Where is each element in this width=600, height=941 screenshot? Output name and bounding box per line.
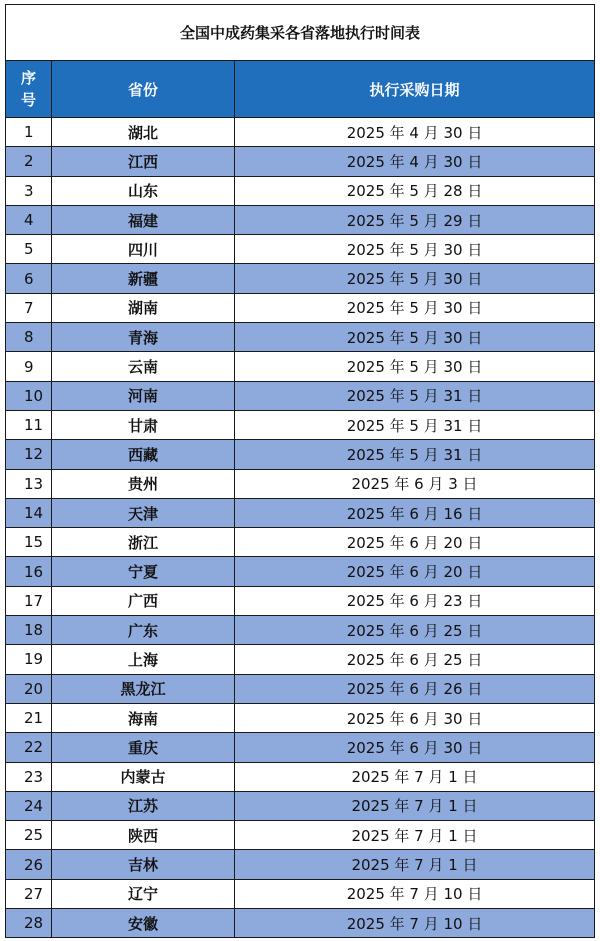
row-serial: 12 <box>6 440 52 469</box>
row-date: 2025 年 6 月 20 日 <box>235 528 595 557</box>
header-date: 执行采购日期 <box>235 61 595 118</box>
header-serial <box>6 61 52 118</box>
row-province: 吉林 <box>52 850 235 879</box>
table-row <box>6 674 595 703</box>
row-date: 2025 年 6 月 20 日 <box>235 557 595 586</box>
row-date: 2025 年 6 月 25 日 <box>235 645 595 674</box>
table-row <box>6 821 595 850</box>
row-serial: 3 <box>6 176 52 205</box>
header-province: 省份 <box>52 61 235 118</box>
row-date: 2025 年 7 月 1 日 <box>235 762 595 791</box>
table-title: 全国中成药集采各省落地执行时间表 <box>6 5 595 61</box>
table-row <box>6 616 595 645</box>
row-date: 2025 年 5 月 30 日 <box>235 323 595 352</box>
table-row <box>6 440 595 469</box>
row-serial: 13 <box>6 469 52 498</box>
table-row <box>6 118 595 147</box>
row-serial: 23 <box>6 762 52 791</box>
row-province: 云南 <box>52 352 235 381</box>
row-province: 贵州 <box>52 469 235 498</box>
table-header-row <box>6 61 595 118</box>
row-serial: 28 <box>6 909 52 938</box>
row-province: 四川 <box>52 235 235 264</box>
row-serial: 14 <box>6 498 52 527</box>
row-province: 广东 <box>52 616 235 645</box>
row-date: 2025 年 7 月 1 日 <box>235 791 595 820</box>
row-serial: 24 <box>6 791 52 820</box>
row-serial: 6 <box>6 264 52 293</box>
row-serial: 25 <box>6 821 52 850</box>
row-serial: 1 <box>6 118 52 147</box>
row-date: 2025 年 7 月 1 日 <box>235 850 595 879</box>
row-serial: 4 <box>6 205 52 234</box>
row-date: 2025 年 5 月 31 日 <box>235 440 595 469</box>
row-province: 湖北 <box>52 118 235 147</box>
row-serial: 9 <box>6 352 52 381</box>
row-province: 内蒙古 <box>52 762 235 791</box>
row-date: 2025 年 4 月 30 日 <box>235 147 595 176</box>
row-province: 江苏 <box>52 791 235 820</box>
row-province: 西藏 <box>52 440 235 469</box>
table-title-row <box>6 5 595 61</box>
table-row <box>6 879 595 908</box>
row-date: 2025 年 6 月 26 日 <box>235 674 595 703</box>
row-province: 天津 <box>52 498 235 527</box>
table-row <box>6 733 595 762</box>
table-row <box>6 410 595 439</box>
row-date: 2025 年 7 月 10 日 <box>235 879 595 908</box>
table-row <box>6 264 595 293</box>
table-row <box>6 381 595 410</box>
row-serial: 8 <box>6 323 52 352</box>
table-row <box>6 586 595 615</box>
table-row <box>6 147 595 176</box>
row-province: 浙江 <box>52 528 235 557</box>
row-date: 2025 年 6 月 30 日 <box>235 733 595 762</box>
header-serial-line2: 号 <box>20 91 36 109</box>
row-serial: 18 <box>6 616 52 645</box>
row-serial: 5 <box>6 235 52 264</box>
row-date: 2025 年 5 月 31 日 <box>235 410 595 439</box>
row-serial: 26 <box>6 850 52 879</box>
row-province: 海南 <box>52 703 235 732</box>
row-province: 江西 <box>52 147 235 176</box>
table-row <box>6 205 595 234</box>
row-date: 2025 年 5 月 30 日 <box>235 293 595 322</box>
row-date: 2025 年 5 月 29 日 <box>235 205 595 234</box>
table-row <box>6 498 595 527</box>
row-province: 辽宁 <box>52 879 235 908</box>
table-row <box>6 557 595 586</box>
row-province: 山东 <box>52 176 235 205</box>
table-row <box>6 323 595 352</box>
table-row <box>6 850 595 879</box>
row-serial: 22 <box>6 733 52 762</box>
row-province: 重庆 <box>52 733 235 762</box>
procurement-schedule-table <box>5 4 595 938</box>
row-date: 2025 年 6 月 16 日 <box>235 498 595 527</box>
table-row <box>6 703 595 732</box>
row-date: 2025 年 6 月 3 日 <box>235 469 595 498</box>
row-date: 2025 年 5 月 30 日 <box>235 264 595 293</box>
row-province: 陕西 <box>52 821 235 850</box>
row-province: 安徽 <box>52 909 235 938</box>
row-serial: 15 <box>6 528 52 557</box>
table-row <box>6 791 595 820</box>
table-row <box>6 352 595 381</box>
table-row <box>6 528 595 557</box>
table-row <box>6 645 595 674</box>
table-row <box>6 176 595 205</box>
row-serial: 10 <box>6 381 52 410</box>
row-date: 2025 年 4 月 30 日 <box>235 118 595 147</box>
row-serial: 19 <box>6 645 52 674</box>
table-row <box>6 909 595 938</box>
row-province: 福建 <box>52 205 235 234</box>
table-row <box>6 235 595 264</box>
row-serial: 7 <box>6 293 52 322</box>
row-province: 广西 <box>52 586 235 615</box>
row-province: 甘肃 <box>52 410 235 439</box>
row-date: 2025 年 5 月 28 日 <box>235 176 595 205</box>
row-serial: 11 <box>6 410 52 439</box>
row-province: 黑龙江 <box>52 674 235 703</box>
row-serial: 20 <box>6 674 52 703</box>
table-row <box>6 762 595 791</box>
row-province: 青海 <box>52 323 235 352</box>
table-row <box>6 293 595 322</box>
row-date: 2025 年 5 月 30 日 <box>235 235 595 264</box>
row-date: 2025 年 6 月 30 日 <box>235 703 595 732</box>
table-row <box>6 469 595 498</box>
row-date: 2025 年 5 月 31 日 <box>235 381 595 410</box>
row-serial: 16 <box>6 557 52 586</box>
row-serial: 2 <box>6 147 52 176</box>
row-serial: 21 <box>6 703 52 732</box>
row-province: 上海 <box>52 645 235 674</box>
row-province: 新疆 <box>52 264 235 293</box>
row-serial: 27 <box>6 879 52 908</box>
row-date: 2025 年 6 月 25 日 <box>235 616 595 645</box>
row-date: 2025 年 7 月 10 日 <box>235 909 595 938</box>
row-serial: 17 <box>6 586 52 615</box>
row-province: 湖南 <box>52 293 235 322</box>
row-province: 宁夏 <box>52 557 235 586</box>
row-date: 2025 年 6 月 23 日 <box>235 586 595 615</box>
row-date: 2025 年 5 月 30 日 <box>235 352 595 381</box>
row-date: 2025 年 7 月 1 日 <box>235 821 595 850</box>
row-province: 河南 <box>52 381 235 410</box>
header-serial-line1: 序 <box>20 69 36 87</box>
